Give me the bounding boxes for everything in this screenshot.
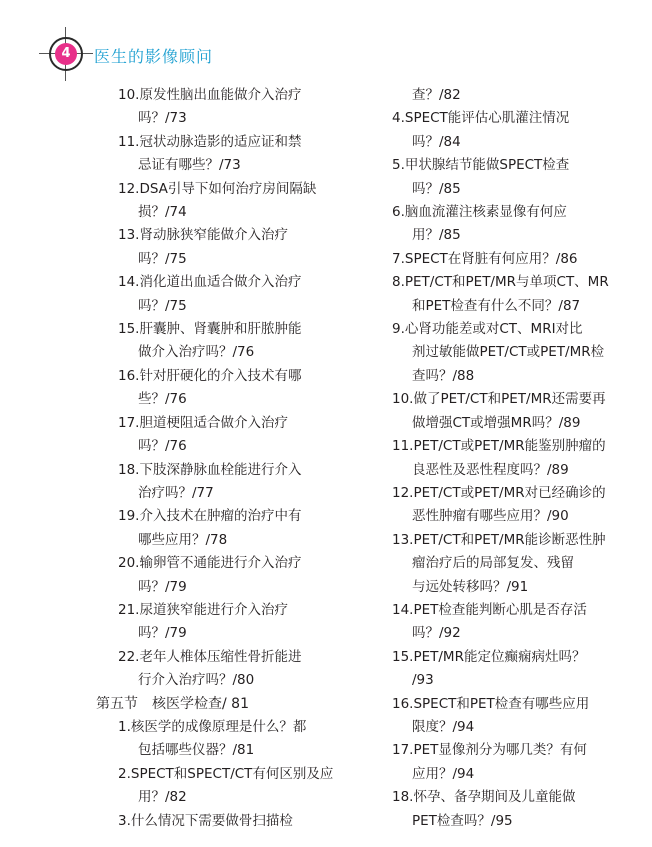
book-title: 医生的影像顾问 bbox=[94, 47, 214, 66]
toc-entry-continuation: 查？/82 bbox=[412, 87, 461, 103]
toc-entry-continuation: 吗？/85 bbox=[412, 180, 461, 197]
toc-entry[interactable] bbox=[370, 529, 610, 599]
toc-entry-continuation: 做增强CT或增强MR吗？/89 bbox=[412, 414, 581, 431]
toc-right-column bbox=[370, 84, 610, 833]
toc-entry[interactable] bbox=[96, 763, 336, 810]
toc-entry[interactable] bbox=[370, 201, 610, 248]
toc-entry-continuation: 恶性肿瘤有哪些应用？/90 bbox=[412, 508, 569, 525]
toc-entry-title: 18.下肢深静脉血栓能进行介入 bbox=[118, 461, 302, 478]
toc-entry-title: 10.做了PET/CT和PET/MR还需要再 bbox=[392, 391, 606, 408]
toc-entry-title: 12.PET/CT或PET/MR对已经确诊的 bbox=[392, 484, 606, 501]
toc-entry-continuation: 用？/85 bbox=[412, 227, 461, 244]
toc-entry-continuation: 应用？/94 bbox=[412, 765, 475, 782]
toc-entry-continuation: 治疗吗？/77 bbox=[138, 484, 214, 501]
toc-entry[interactable] bbox=[96, 224, 336, 271]
toc-entry[interactable] bbox=[96, 505, 336, 552]
toc-entry-title: 15.PET/MR能定位癫痫病灶吗？ bbox=[392, 648, 586, 665]
toc-entry-title: 22.老年人椎体压缩性骨折能进 bbox=[118, 648, 302, 665]
page-number: 4 bbox=[55, 43, 77, 65]
toc-entry[interactable] bbox=[370, 248, 610, 271]
toc-entry[interactable] bbox=[96, 84, 336, 131]
toc-entry[interactable] bbox=[370, 318, 610, 388]
toc-entry-continuation: 做介入治疗吗？/76 bbox=[138, 344, 255, 361]
toc-entry[interactable] bbox=[370, 435, 610, 482]
toc-entry-title: 21.尿道狭窄能进行介入治疗 bbox=[118, 601, 288, 618]
toc-entry[interactable] bbox=[370, 599, 610, 646]
toc-entry-title: 13.PET/CT和PET/MR能诊断恶性肿 bbox=[392, 531, 606, 548]
toc-entry-title: 16.SPECT和PET检查有哪些应用 bbox=[392, 695, 590, 712]
toc-entry-continuation: 与远处转移吗？/91 bbox=[412, 578, 529, 595]
toc-entry-title: 5.甲状腺结节能做SPECT检查 bbox=[392, 157, 570, 174]
toc-entry-continuation: 吗？/75 bbox=[138, 250, 187, 267]
toc-entry-continuation: 行介入治疗吗？/80 bbox=[138, 672, 255, 689]
section-heading[interactable]: 第五节 核医学检查/ 81 bbox=[96, 695, 249, 712]
toc-entry[interactable] bbox=[96, 810, 336, 833]
toc-entry-continuation: 吗？/84 bbox=[412, 133, 461, 150]
toc-entry-title: 1.核医学的成像原理是什么？都 bbox=[118, 718, 307, 735]
toc-entry[interactable] bbox=[96, 178, 336, 225]
toc-entry[interactable] bbox=[370, 786, 610, 833]
toc-entry-title: 11.冠状动脉造影的适应证和禁 bbox=[118, 133, 302, 150]
toc-entry-continuation: 哪些应用？/78 bbox=[138, 531, 228, 548]
toc-entry[interactable] bbox=[370, 388, 610, 435]
toc-entry-title: 13.肾动脉狭窄能做介入治疗 bbox=[118, 227, 288, 244]
toc-left-column bbox=[96, 84, 336, 833]
toc-entry-continuation: 吗？/92 bbox=[412, 625, 461, 642]
toc-entry-continuation: 吗？/79 bbox=[138, 625, 187, 642]
toc-entry[interactable] bbox=[96, 459, 336, 506]
toc-entry-continuation: 限度？/94 bbox=[412, 718, 475, 735]
toc-entry[interactable] bbox=[370, 646, 610, 693]
toc-entry[interactable] bbox=[96, 552, 336, 599]
toc-entry-title: 2.SPECT和SPECT/CT有何区别及应 bbox=[118, 765, 334, 782]
toc-entry-title: 15.肝囊肿、肾囊肿和肝脓肿能 bbox=[118, 321, 302, 338]
toc-entry[interactable] bbox=[370, 482, 610, 529]
toc-entry-title: 8.PET/CT和PET/MR与单项CT、MR bbox=[392, 274, 609, 291]
toc-entry-continuation: 忌证有哪些？/73 bbox=[138, 157, 241, 174]
toc-entry[interactable] bbox=[370, 107, 610, 154]
toc-entry-title: 4.SPECT能评估心肌灌注情况 bbox=[392, 110, 570, 127]
toc-entry[interactable] bbox=[370, 154, 610, 201]
toc-entry-title: 16.针对肝硬化的介入技术有哪 bbox=[118, 367, 302, 384]
toc-entry-title: 9.心肾功能差或对CT、MRI对比 bbox=[392, 321, 583, 338]
toc-entry-title: 18.怀孕、备孕期间及儿童能做 bbox=[392, 789, 576, 806]
page-header bbox=[0, 0, 652, 80]
toc-entry-continuation: 吗？/73 bbox=[138, 110, 187, 127]
toc-entry-continuation: /93 bbox=[412, 672, 434, 689]
toc-entry-title: 17.PET显像剂分为哪几类？有何 bbox=[392, 742, 587, 759]
toc-entry-title: 19.介入技术在肿瘤的治疗中有 bbox=[118, 508, 302, 525]
toc-entry-title: 14.消化道出血适合做介入治疗 bbox=[118, 274, 302, 291]
toc-entry-continuation: 吗？/76 bbox=[138, 438, 187, 455]
toc-entry-continuation: 良恶性及恶性程度吗？/89 bbox=[412, 461, 569, 478]
toc-entry[interactable] bbox=[370, 84, 610, 107]
toc-entry-continuation: 查吗？/88 bbox=[412, 367, 475, 384]
page-number-badge bbox=[49, 37, 83, 71]
toc-entry-continuation: 吗？/75 bbox=[138, 297, 187, 314]
toc-entry-title: 6.脑血流灌注核素显像有何应 bbox=[392, 204, 567, 221]
toc-entry[interactable] bbox=[96, 646, 336, 693]
toc-entry-title: 11.PET/CT或PET/MR能鉴别肿瘤的 bbox=[392, 438, 606, 455]
toc-entry-title: 12.DSA引导下如何治疗房间隔缺 bbox=[118, 180, 317, 197]
toc-entry-continuation: 吗？/79 bbox=[138, 578, 187, 595]
toc-entry[interactable] bbox=[370, 271, 610, 318]
toc-entry-continuation: 瘤治疗后的局部复发、残留 bbox=[412, 555, 574, 572]
toc-entry-continuation: 用？/82 bbox=[138, 789, 187, 806]
toc-entry[interactable] bbox=[96, 318, 336, 365]
toc-entry[interactable] bbox=[96, 716, 336, 763]
toc-entry[interactable] bbox=[96, 131, 336, 178]
toc-entry[interactable] bbox=[370, 693, 610, 740]
toc-entry-title: 10.原发性脑出血能做介入治疗 bbox=[118, 87, 302, 103]
toc-entry-continuation: PET检查吗？/95 bbox=[412, 812, 513, 829]
toc-entry[interactable] bbox=[96, 365, 336, 412]
toc-entry-title: 17.胆道梗阻适合做介入治疗 bbox=[118, 414, 288, 431]
toc-entry[interactable] bbox=[96, 599, 336, 646]
toc-entry-title: 7.SPECT在肾脏有何应用？/86 bbox=[392, 250, 578, 267]
toc-entry-continuation: 些？/76 bbox=[138, 391, 187, 408]
toc-entry[interactable] bbox=[370, 739, 610, 786]
toc-entry-continuation: 和PET检查有什么不同？/87 bbox=[412, 297, 581, 314]
toc-entry-title: 14.PET检查能判断心肌是否存活 bbox=[392, 601, 587, 618]
toc-entry[interactable] bbox=[96, 271, 336, 318]
toc-entry-continuation: 损？/74 bbox=[138, 204, 187, 221]
toc-entry-continuation: 剂过敏能做PET/CT或PET/MR检 bbox=[412, 344, 605, 361]
toc-entry-title: 20.输卵管不通能进行介入治疗 bbox=[118, 555, 302, 572]
toc-entry[interactable] bbox=[96, 412, 336, 459]
toc-entry-continuation: 包括哪些仪器？/81 bbox=[138, 742, 255, 759]
toc-entry-title: 3.什么情况下需要做骨扫描检 bbox=[118, 812, 293, 829]
